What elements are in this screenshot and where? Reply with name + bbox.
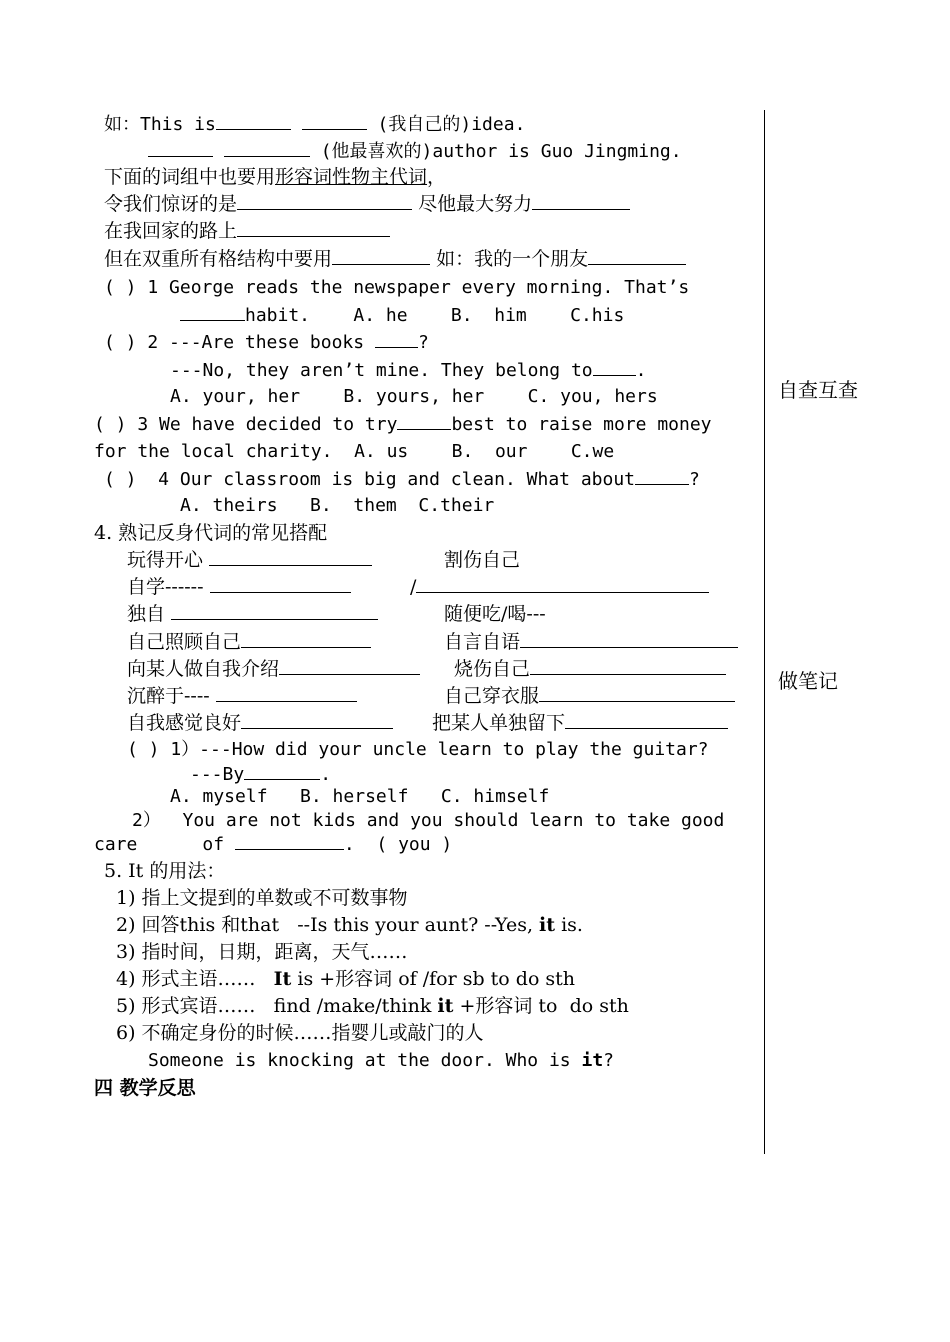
answer-blank[interactable] — [241, 712, 393, 729]
it-usage-title: 5. It 的用法： — [104, 860, 226, 882]
sidebar-take-notes: 做笔记 — [778, 669, 838, 693]
reflexive-row-3-right: 随便吃/喝--- — [444, 603, 546, 625]
usage-text: is. — [555, 914, 583, 936]
phrase-label: 自己照顾自己 — [127, 631, 242, 653]
answer-blank[interactable] — [593, 359, 636, 376]
phrase-line-2 — [104, 220, 390, 242]
it-usage-item-3: 3) 指时间，日期，距离，天气…… — [116, 941, 408, 963]
answer-blank[interactable] — [530, 658, 726, 675]
answer-blank[interactable] — [397, 413, 451, 430]
answer-blank[interactable] — [209, 549, 372, 566]
answer-blank[interactable] — [279, 658, 420, 675]
question-text: . — [635, 360, 647, 381]
reflexive-exercise-1-a: ( ) 1）---How did your uncle learn to play the guitar? — [127, 739, 709, 760]
answer-blank[interactable] — [210, 576, 351, 593]
phrase-line-1 — [104, 193, 630, 215]
section-four-title: 四 教学反思 — [94, 1077, 196, 1099]
question-3-line-a — [94, 413, 712, 436]
phrase-label: 烧伤自己 — [454, 658, 531, 680]
reflexive-exercise-2-a: 2） You are not kids and you should learn to take good — [132, 810, 725, 831]
reflexive-row-1 — [127, 549, 372, 571]
question-text: ( ) 3 We have decided to try — [94, 414, 398, 435]
reflexive-row-2 — [127, 576, 351, 598]
question-2-options: A. your, her B. yours, her C. you, hers — [170, 386, 658, 407]
example-hint: (我自己的)idea. — [377, 114, 526, 135]
answer-blank[interactable] — [588, 248, 686, 265]
question-text: . ( you ) — [343, 834, 453, 855]
reflexive-row-2-right — [410, 576, 709, 598]
answer-blank[interactable] — [375, 331, 418, 348]
question-2-line-b — [170, 359, 646, 382]
phrase-label: 独自 — [127, 603, 166, 625]
slash: / — [410, 576, 417, 598]
example-hint: (他最喜欢的)author is Guo Jingming. — [320, 141, 682, 162]
double-genitive-line — [104, 248, 686, 270]
question-text: ---No, they aren’t mine. They belong to — [170, 360, 593, 381]
question-text: care of — [94, 834, 225, 855]
phrase-label: 如：我的一个朋友 — [436, 248, 589, 270]
usage-text: 5) 形式宾语…… find /make/think — [116, 995, 438, 1017]
it-usage-item-1: 1) 指上文提到的单数或不可数事物 — [116, 887, 408, 909]
phrase-label: 自言自语 — [444, 631, 521, 653]
sidebar-self-check: 自查互查 — [778, 378, 858, 402]
question-4-options: A. theirs B. them C.their — [180, 495, 495, 516]
answer-blank[interactable] — [224, 140, 310, 157]
question-text: best to raise more money — [451, 414, 712, 435]
usage-keyword: it — [437, 995, 454, 1017]
answer-blank[interactable] — [241, 631, 371, 648]
answer-blank[interactable] — [416, 576, 709, 593]
question-1-line-b — [180, 304, 624, 327]
question-text: ( ) 4 Our classroom is big and clean. What about — [104, 469, 636, 490]
rule-punct: ， — [427, 166, 447, 188]
column-divider — [764, 110, 765, 1154]
reflexive-title: 4. 熟记反身代词的常见搭配 — [94, 522, 328, 544]
phrase-label: 自学------ — [127, 576, 204, 598]
phrase-label: 但在双重所有格结构中要用 — [104, 248, 333, 270]
reflexive-exercise-1-b — [190, 763, 331, 786]
question-text: ---By — [190, 764, 245, 785]
question-text: ? — [417, 332, 429, 353]
reflexive-row-1-right: 割伤自己 — [444, 549, 521, 571]
question-text: habit. A. he B. him C.his — [245, 305, 625, 326]
question-2-line-a — [104, 331, 429, 354]
phrase-label: 自己穿衣服 — [444, 685, 540, 707]
reflexive-exercise-1-options: A. myself B. herself C. himself — [170, 786, 550, 807]
answer-blank[interactable] — [237, 220, 390, 237]
it-usage-item-6: 6) 不确定身份的时候……指婴儿或敲门的人 — [116, 1022, 484, 1044]
reflexive-row-4 — [127, 631, 371, 653]
usage-text: 2) 回答this 和that --Is this your aunt? --Yes, — [116, 914, 540, 936]
answer-blank[interactable] — [532, 193, 630, 210]
usage-keyword: it — [539, 914, 556, 936]
it-usage-item-5 — [116, 995, 629, 1017]
answer-blank[interactable] — [244, 763, 320, 780]
question-text: ? — [689, 469, 700, 490]
reflexive-row-6 — [127, 685, 357, 707]
question-text: ( ) 2 ---Are these books — [104, 332, 365, 353]
it-usage-example — [148, 1050, 614, 1072]
reflexive-row-7-right — [432, 712, 728, 734]
answer-blank[interactable] — [216, 113, 291, 130]
phrase-label: 向某人做自我介绍 — [127, 658, 280, 680]
answer-blank[interactable] — [237, 193, 412, 210]
reflexive-row-3 — [127, 603, 378, 625]
reflexive-row-6-right — [444, 685, 735, 707]
answer-blank[interactable] — [565, 712, 728, 729]
reflexive-row-7 — [127, 712, 393, 734]
usage-text: +形容词 to do sth — [453, 995, 629, 1017]
usage-keyword: It — [273, 968, 292, 990]
reflexive-row-5 — [127, 658, 420, 680]
question-1-line-a: ( ) 1 George reads the newspaper every morning. That’s — [104, 277, 690, 298]
answer-blank[interactable] — [332, 248, 430, 265]
answer-blank[interactable] — [180, 304, 245, 321]
answer-blank[interactable] — [148, 140, 213, 157]
reflexive-row-4-right — [444, 631, 738, 653]
phrase-label: 令我们惊讶的是 — [104, 193, 238, 215]
question-4-line-a — [104, 468, 700, 491]
usage-text: ? — [603, 1050, 615, 1071]
it-usage-item-2 — [116, 914, 583, 936]
rule-text: 下面的词组中也要用 — [104, 166, 276, 188]
phrase-label: 玩得开心 — [127, 549, 204, 571]
answer-blank[interactable] — [171, 603, 378, 620]
answer-blank[interactable] — [235, 833, 344, 850]
question-3-line-b: for the local charity. A. us B. our C.we — [94, 441, 615, 462]
usage-text: Someone is knocking at the door. Who is — [148, 1050, 582, 1071]
example-prefix: 如：This is — [104, 114, 216, 135]
answer-blank[interactable] — [302, 113, 367, 130]
rule-underlined-term: 形容词性物主代词 — [275, 166, 428, 188]
question-text: . — [320, 764, 332, 785]
answer-blank[interactable] — [539, 685, 735, 702]
answer-blank[interactable] — [635, 468, 689, 485]
phrase-label: 在我回家的路上 — [104, 220, 238, 242]
reflexive-exercise-2-b — [94, 833, 452, 856]
it-usage-item-4 — [116, 968, 575, 990]
reflexive-row-5-right — [454, 658, 726, 680]
phrase-label: 自我感觉良好 — [127, 712, 242, 734]
phrase-label: 沉醉于---- — [127, 685, 210, 707]
answer-blank[interactable] — [520, 631, 738, 648]
phrase-label: 把某人单独留下 — [432, 712, 566, 734]
rule-line — [104, 166, 446, 188]
example-line-2 — [148, 140, 682, 163]
usage-keyword: it — [581, 1050, 604, 1071]
answer-blank[interactable] — [216, 685, 357, 702]
example-line-1 — [104, 113, 525, 136]
usage-text: 4) 形式主语…… — [116, 968, 274, 990]
usage-text: is +形容词 of /for sb to do sth — [291, 968, 576, 990]
phrase-label: 尽他最大努力 — [418, 193, 533, 215]
